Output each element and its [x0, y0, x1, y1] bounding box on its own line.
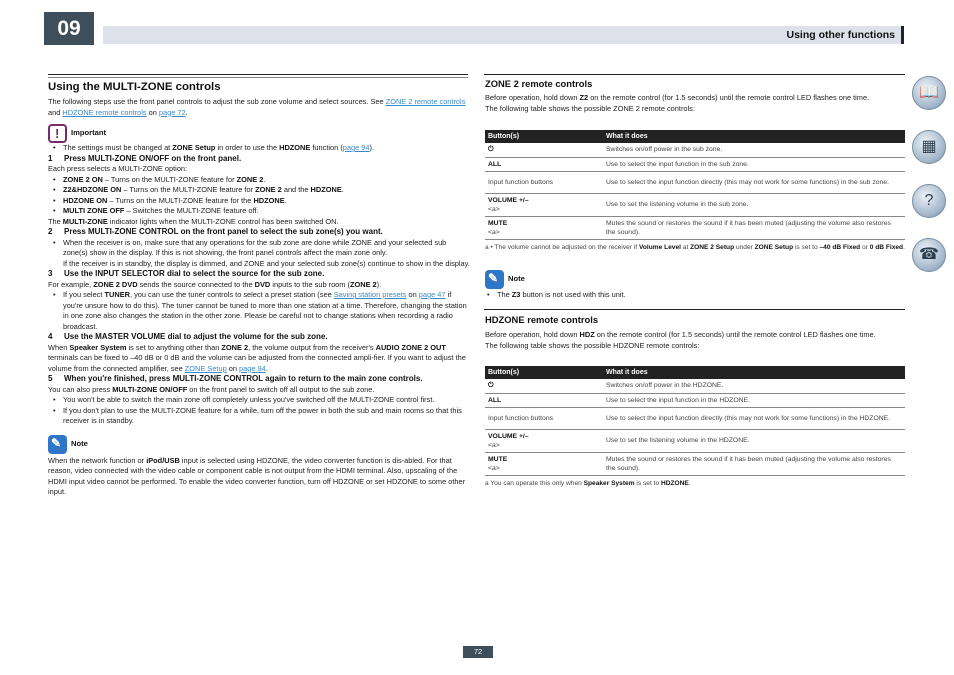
- option-item: • Z2&HDZONE ON – Turns on the MULTI-ZONE feature for ZONE 2 and the HDZONE.: [48, 185, 470, 196]
- power-icon: ⏻: [488, 382, 494, 390]
- book-icon[interactable]: 📖: [912, 76, 946, 110]
- option-item: • ZONE 2 ON – Turns on the MULTI-ZONE feature for ZONE 2.: [48, 175, 470, 186]
- hdzone-table: [485, 366, 905, 476]
- important-bullet: • The settings must be changed at ZONE Setup in order to use the HDZONE function (page 94).: [48, 143, 470, 154]
- table-row: Input function buttons Use to select the input function directly (this may not work for some functions) in the HDZONE.: [485, 407, 905, 429]
- table-row: VOLUME +/– <a> Use to set the listening volume in the sub zone.: [485, 193, 905, 216]
- step2-bullet-cont: If the receiver is in standby, the display is dimmed, and ZONE and your selected sub zone(s) continue to show in the display.: [63, 258, 470, 268]
- zone2-intro: Before operation, hold down Z2 on the remote control (for 1.5 seconds) until the remote control LED flashes one time. The following table shows the possible ZONE 2 remote controls:: [485, 93, 870, 113]
- left-title: Using the MULTI-ZONE controls: [48, 81, 221, 93]
- step-3: 3 Use the INPUT SELECTOR dial to select the source for the sub zone.: [48, 269, 325, 278]
- option-item: • HDZONE ON – Turns on the MULTI-ZONE feature for the HDZONE.: [48, 196, 470, 207]
- zone2-title: ZONE 2 remote controls: [485, 78, 593, 89]
- option-item: • MULTI ZONE OFF – Switches the MULTI-ZONE feature off.: [48, 206, 470, 217]
- step5-lead: You can also press MULTI-ZONE ON/OFF on the front panel to switch off all output to the sub zone.: [48, 384, 375, 394]
- note-pencil-icon: [48, 435, 67, 454]
- important-icon: [48, 124, 67, 143]
- step5-bullet: • You won't be able to switch the main zone off completely unless you've switched off the MULTI-ZONE control first.: [48, 395, 470, 406]
- col-header-what: What it does: [603, 366, 905, 379]
- hdzone-intro: Before operation, hold down HDZ on the remote control (for 1.5 seconds) until the remote control LED flashes one time. The following table shows the possible HDZONE remote controls:: [485, 330, 876, 350]
- note-bullet: • The Z3 button is not used with this unit.: [482, 290, 902, 301]
- rule: [484, 74, 905, 75]
- table-row: ALL Use to select the input function in the HDZONE.: [485, 393, 905, 407]
- table-row: Input function buttons Use to select the input function directly (this may not work for some functions) in the sub zone.: [485, 171, 905, 193]
- section-title: Using other functions: [786, 29, 895, 41]
- link-hdzone[interactable]: HDZONE remote controls: [62, 107, 147, 117]
- page-number: 72: [463, 646, 493, 658]
- hdzone-title: HDZONE remote controls: [485, 314, 599, 325]
- link-page94[interactable]: page 94: [239, 363, 266, 373]
- table-row: ALL Use to select the input function in the sub zone.: [485, 157, 905, 171]
- step2-bullet: • When the receiver is on, make sure that any operations for the sub zone are done while ZONE and your selected sub zone(s) show in the display. If this is not showing, the front panel controls affect the main zone only.: [48, 238, 470, 259]
- col-header-button: Button(s): [485, 130, 603, 143]
- link-page94[interactable]: page 94: [342, 143, 370, 152]
- step1-lead: Each press selects a MULTI-ZONE option:: [48, 164, 188, 173]
- step3-bullet: • If you select TUNER, you can use the tuner controls to select a preset station (see Saving station presets on page 47 if you're unsure how to do this). The tuner cannot be tuned to more than one station at a time. Therefore, changing the station in one zone also changes the station in the other zone. Please be careful not to change stations when recording a radio broadcast.: [48, 290, 470, 332]
- rule: [484, 309, 905, 310]
- header-band: [103, 26, 904, 44]
- col-header-button: Button(s): [485, 366, 603, 379]
- step3-lead: For example, ZONE 2 DVD sends the source connected to the DVD inputs to the sub room (ZONE 2).: [48, 279, 382, 289]
- rule: [48, 74, 468, 75]
- zone2-table: [485, 130, 905, 240]
- chapter-number: 09: [44, 12, 94, 45]
- help-icon[interactable]: ?: [912, 184, 946, 218]
- table-row: MUTE <a> Mutes the sound or restores the sound if it has been muted (adjusting the volume also restores the sound).: [485, 452, 905, 475]
- table-row: ⏻ Switches on/off power in the sub zone.: [485, 143, 905, 157]
- rule: [48, 77, 468, 78]
- power-icon: ⏻: [488, 146, 494, 154]
- step-1: 1 Press MULTI-ZONE ON/OFF on the front panel.: [48, 153, 242, 163]
- step1-tail: The MULTI-ZONE indicator lights when the MULTI-ZONE control has been switched ON.: [48, 216, 339, 226]
- note-header: ✎ Note: [485, 270, 525, 289]
- intro-para: The following steps use the front panel controls to adjust the sub zone volume and select sources. See ZONE 2 remote controls and HDZONE remote controls on page 72.: [48, 97, 466, 117]
- phone-icon[interactable]: ☎: [912, 238, 946, 272]
- step-2: 2 Press MULTI-ZONE CONTROL on the front panel to select the sub zone(s) you want.: [48, 227, 383, 236]
- link-page47[interactable]: page 47: [418, 290, 446, 299]
- step-4: 4 Use the MASTER VOLUME dial to adjust the volume for the sub zone.: [48, 332, 328, 341]
- link-page72[interactable]: page 72: [158, 107, 186, 117]
- zone2-footnote: a • The volume cannot be adjusted on the receiver if Volume Level at ZONE 2 Setup under ZONE Setup is set to –40 dB Fixed or 0 dB Fixed.: [485, 244, 905, 251]
- step-5: 5 When you're finished, press MULTI-ZONE CONTROL again to return to the main zone controls.: [48, 374, 423, 383]
- note-pencil-icon: [485, 270, 504, 289]
- receiver-icon[interactable]: ▦: [912, 130, 946, 164]
- hdzone-footnote: a You can operate this only when Speaker System is set to HDZONE.: [485, 480, 691, 487]
- step4-body: When Speaker System is set to anything other than ZONE 2, the volume output from the receiver's AUDIO ZONE 2 OUT terminals can be fixed to –40 dB or 0 dB and the volume can be adjusted from the connected ampli-fier. If you want to adjust the volume from the connected amplifier, see ZONE Setup on page 94.: [48, 342, 466, 373]
- link-zone-setup[interactable]: ZONE Setup: [184, 363, 227, 373]
- left-column: [48, 97, 470, 498]
- link-saving-presets[interactable]: Saving station presets: [333, 290, 407, 299]
- col-header-what: What it does: [603, 130, 905, 143]
- note-body: When the network function or iPod/USB input is selected using HDZONE, the video converter function is dis-abled. For that reason, video connected with the video cable or component cable is not output from the HDMI terminal. Also, upscaling of the HDMI input video cannot be performed. To enable the video converter function, turn off HDZONE or set HDZONE to some other input.: [48, 455, 466, 496]
- note-header: ✎ Note: [48, 435, 470, 454]
- link-zone2[interactable]: ZONE 2 remote controls: [385, 97, 466, 106]
- important-header: ! Important: [48, 124, 470, 143]
- table-row: ⏻ Switches on/off power in the HDZONE.: [485, 379, 905, 393]
- table-row: VOLUME +/– <a> Use to set the listening volume in the HDZONE.: [485, 429, 905, 452]
- table-row: MUTE <a> Mutes the sound or restores the sound if it has been muted (adjusting the volume also restores the sound).: [485, 216, 905, 239]
- step5-bullet: • If you don't plan to use the MULTI-ZONE feature for a while, turn off the power in both the sub and main rooms so that this receiver is in standby.: [48, 406, 470, 427]
